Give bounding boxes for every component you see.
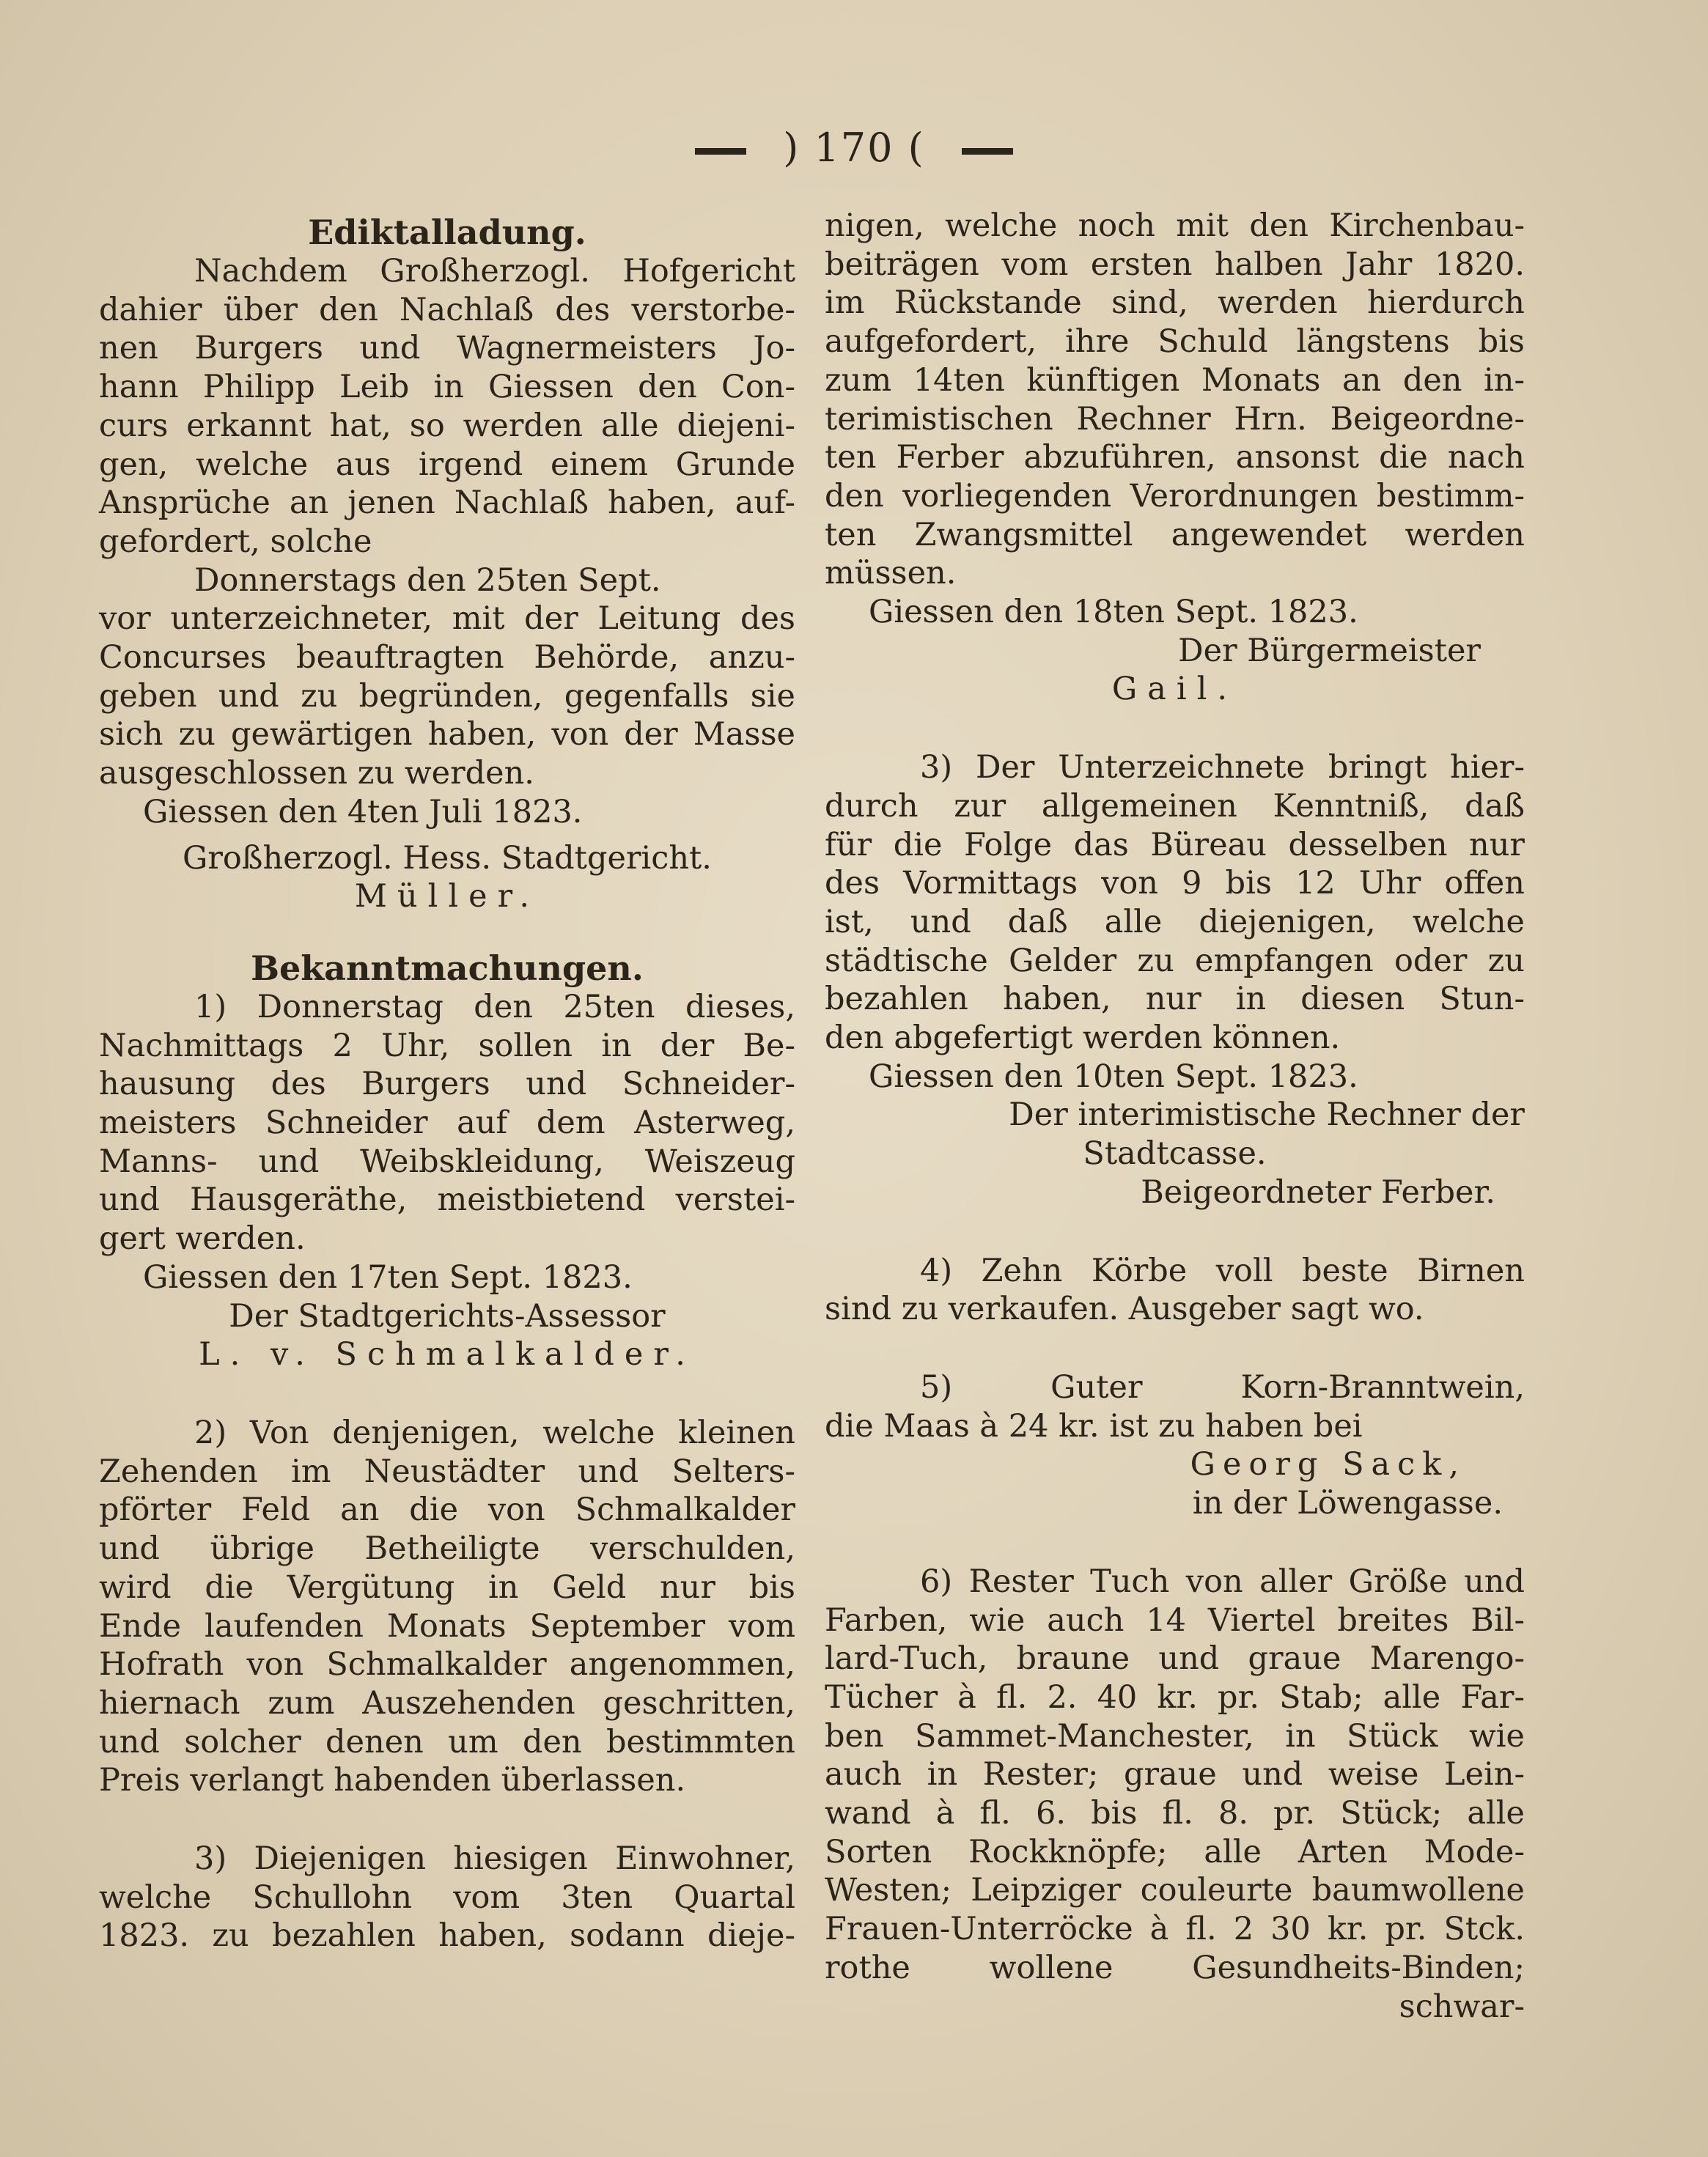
text-line: 6) Rester Tuch von aller Größe und	[920, 1563, 1525, 1600]
text-line: hann Philipp Leib in Giessen den Con-	[99, 369, 795, 406]
text-line: Frauen-Unterröcke à fl. 2 30 kr. pr. Stck.	[825, 1911, 1525, 1948]
catchword: schwar-	[1399, 1988, 1525, 2025]
text-line: gen, welche aus irgend einem Grunde	[99, 446, 795, 483]
text-line: wird die Vergütung in Geld nur bis	[99, 1568, 795, 1606]
text-line: vor unterzeichneter, mit der Leitung des	[99, 600, 795, 638]
text-line: ben Sammet-Manchester, in Stück wie	[825, 1717, 1525, 1755]
dateline: Giessen den 18ten Sept. 1823.	[869, 594, 1358, 631]
text-line: ist, und daß alle diejenigen, welche	[825, 903, 1525, 940]
text-line: und übrige Betheiligte verschulden,	[99, 1530, 795, 1568]
text-line: 4) Zehn Körbe voll beste Birnen	[920, 1252, 1525, 1289]
text-line: Ansprüche an jenen Nachlaß haben, auf-	[99, 484, 795, 522]
edikt-heading: Ediktalladung.	[308, 213, 586, 252]
text-line: aufgefordert, ihre Schuld längstens bis	[825, 323, 1525, 361]
text-line: lard-Tuch, braune und graue Marengo-	[825, 1640, 1525, 1678]
signature: L. v. Schmalkalder.	[199, 1336, 696, 1374]
dateline: Giessen den 17ten Sept. 1823.	[143, 1258, 633, 1296]
text-line: gefordert, solche	[99, 523, 372, 560]
text-line: nen Burgers und Wagnermeisters Jo-	[99, 330, 795, 367]
text-line: geben und zu begründen, gegenfalls sie	[99, 677, 795, 715]
text-line: müssen.	[825, 555, 957, 592]
text-line: 1823. zu bezahlen haben, sodann dieje-	[99, 1917, 795, 1955]
text-line: 3) Diejenigen hiesigen Einwohner,	[194, 1840, 795, 1878]
text-line: Farben, wie auch 14 Viertel breites Bil-	[825, 1601, 1525, 1639]
text-line: hiernach zum Auszehenden geschritten,	[99, 1684, 795, 1722]
text-line: ten Zwangsmittel angewendet werden	[825, 516, 1525, 553]
text-line: 2) Von denjenigen, welche kleinen	[194, 1414, 795, 1451]
dateline: Giessen den 10ten Sept. 1823.	[869, 1058, 1358, 1095]
text-line: den vorliegenden Verordnungen bestimm-	[825, 477, 1525, 515]
text-line: rothe wollene Gesundheits-Binden;	[825, 1949, 1525, 1986]
header-rule-right	[962, 148, 1013, 155]
page-number: ) 170 (	[783, 125, 925, 171]
text-line: welche Schullohn vom 3ten Quartal	[99, 1878, 795, 1916]
text-line: bezahlen haben, nur in diesen Stun-	[825, 981, 1525, 1018]
page-header	[0, 125, 1708, 171]
text-line: für die Folge das Büreau desselben nur	[825, 826, 1525, 863]
header-rule-left	[695, 148, 746, 155]
text-line: nigen, welche noch mit den Kirchenbau-	[825, 207, 1525, 244]
text-line: des Vormittags von 9 bis 12 Uhr offen	[825, 865, 1525, 902]
text-line: pförter Feld an die von Schmalkalder	[99, 1492, 795, 1529]
text-line: auch in Rester; graue und weise Lein-	[825, 1756, 1525, 1793]
text-line: Donnerstags den 25ten Sept.	[194, 561, 661, 599]
address: in der Löwengasse.	[1192, 1485, 1503, 1522]
text-line: und solcher denen um den bestimmten	[99, 1723, 795, 1760]
text-line: hausung des Burgers und Schneider-	[99, 1066, 795, 1103]
text-line: Nachdem Großherzogl. Hofgericht	[194, 253, 795, 290]
text-line: Concurses beauftragten Behörde, anzu-	[99, 639, 795, 676]
signer-title: Der Bürgermeister	[1178, 632, 1481, 669]
text-line: terimistischen Rechner Hrn. Beigeordne-	[825, 400, 1525, 438]
dateline: Giessen den 4ten Juli 1823.	[143, 793, 583, 830]
text-line: sich zu gewärtigen haben, von der Masse	[99, 716, 795, 753]
signature: Beigeordneter Ferber.	[1141, 1173, 1495, 1211]
text-line: städtische Gelder zu empfangen oder zu	[825, 942, 1525, 979]
text-line: die Maas à 24 kr. ist zu haben bei	[825, 1407, 1363, 1445]
left-column	[99, 213, 795, 1955]
signature: Müller.	[354, 878, 540, 915]
text-line: im Rückstande sind, werden hierdurch	[825, 284, 1525, 322]
text-line: durch zur allgemeinen Kenntniß, daß	[825, 787, 1525, 825]
text-line: Ende laufenden Monats September vom	[99, 1607, 795, 1645]
text-line: Sorten Rockknöpfe; alle Arten Mode-	[825, 1833, 1525, 1870]
text-line: dahier über den Nachlaß des verstorbe-	[99, 291, 795, 328]
signer-title: Der interimistische Rechner der	[1009, 1096, 1525, 1134]
text-line: 5) Guter Korn-Branntwein,	[920, 1368, 1525, 1406]
right-column	[825, 207, 1525, 2026]
text-line: 1) Donnerstag den 25ten dieses,	[194, 988, 795, 1025]
text-line: ten Ferber abzuführen, ansonst die nach	[825, 439, 1525, 476]
authority: Großherzogl. Hess. Stadtgericht.	[183, 839, 712, 877]
text-line: sind zu verkaufen. Ausgeber sagt wo.	[825, 1291, 1424, 1328]
signature: Georg Sack,	[1190, 1446, 1466, 1483]
text-line: zum 14ten künftigen Monats an den in-	[825, 361, 1525, 399]
signature: Gail.	[1111, 671, 1238, 708]
text-line: Preis verlangt habenden überlassen.	[99, 1762, 686, 1799]
text-line: den abgefertigt werden können.	[825, 1019, 1341, 1057]
text-line: Westen; Leipziger couleurte baumwollene	[825, 1872, 1525, 1909]
text-line: und Hausgeräthe, meistbietend verstei-	[99, 1181, 795, 1219]
text-line: Zehenden im Neustädter und Selters-	[99, 1453, 795, 1490]
text-line: Tücher à fl. 2. 40 kr. pr. Stab; alle Far-	[825, 1678, 1525, 1716]
text-line: ausgeschlossen zu werden.	[99, 755, 534, 792]
text-line: 3) Der Unterzeichnete bringt hier-	[920, 749, 1525, 786]
text-line: curs erkannt hat, so werden alle diejeni-	[99, 407, 795, 444]
text-line: wand à fl. 6. bis fl. 8. pr. Stück; alle	[825, 1795, 1525, 1832]
signer-title: Stadtcasse.	[1083, 1135, 1267, 1173]
text-line: Nachmittags 2 Uhr, sollen in der Be-	[99, 1027, 795, 1064]
text-line: Hofrath von Schmalkalder angenommen,	[99, 1646, 795, 1684]
text-line: Manns- und Weibskleidung, Weiszeug	[99, 1143, 795, 1180]
bekanntmachungen-heading: Bekanntmachungen.	[251, 948, 644, 988]
text-line: beiträgen vom ersten halben Jahr 1820.	[825, 246, 1525, 283]
signer-title: Der Stadtgerichts-Assessor	[229, 1297, 666, 1335]
text-line: meisters Schneider auf dem Asterweg,	[99, 1105, 795, 1142]
text-line: gert werden.	[99, 1220, 306, 1258]
